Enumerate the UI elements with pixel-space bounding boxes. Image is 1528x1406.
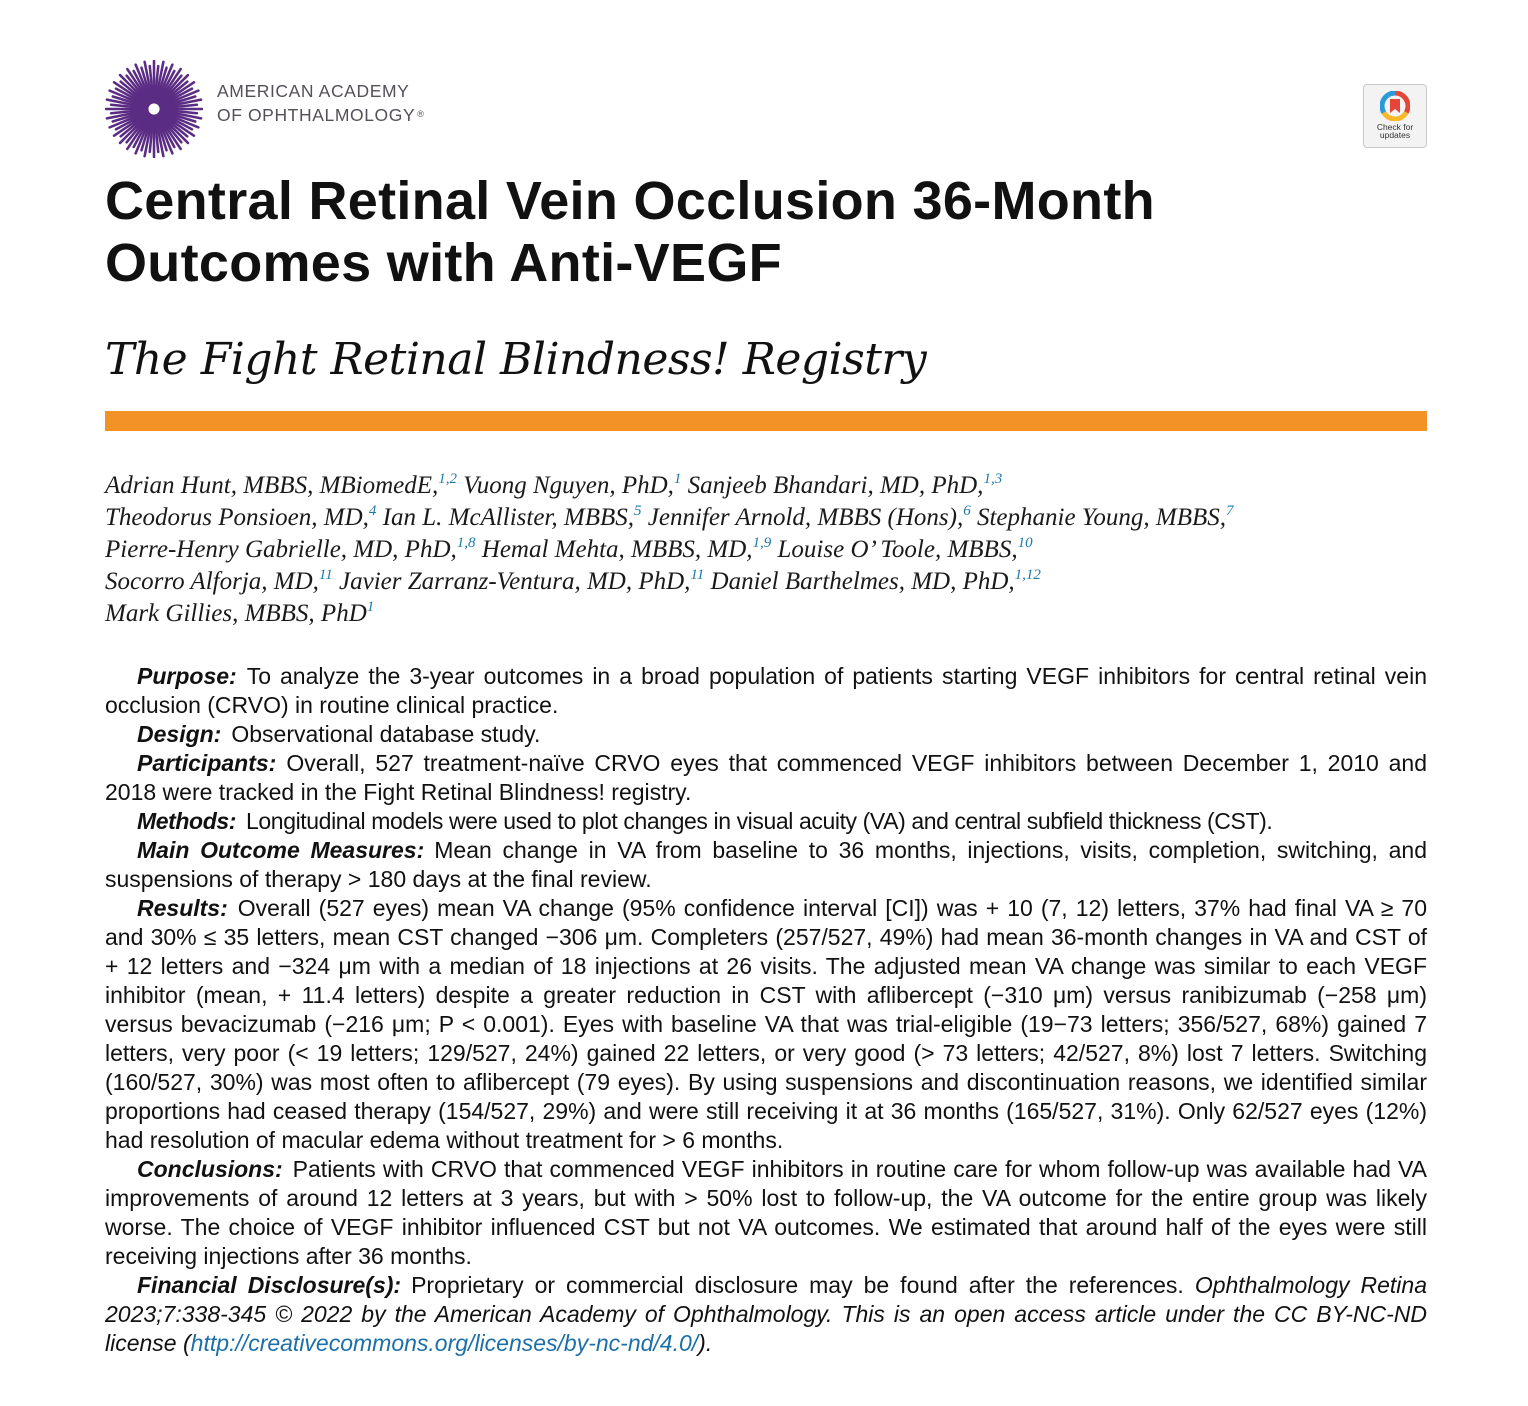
abstract-methods [105,807,1427,836]
article-subtitle: The Fight Retinal Blindness! Registry [105,334,927,385]
section-heading: Methods: [137,808,237,834]
author: Socorro Alforja, MD,$^{11}$ [105,567,333,595]
aao-starburst-logo-icon [105,60,203,158]
author: Hemal Mehta, MBBS, MD,$^{1,9}$ [481,535,772,563]
section-text: Mean change in VA from baseline to 36 months, injections, visits, completion, switching, and suspensions of therapy > 180 days at the final review. [105,837,1427,892]
affiliation-marker: 11 [318,567,333,583]
section-heading: Results: [137,895,228,921]
journal-citation: Ophthalmology Retina 2023;7:338-345 © 2022 by the American Academy of Ophthalmology. This is an open access article under the CC BY-NC-ND license ( [105,1272,1427,1356]
organization-name [217,80,424,127]
author: Stephanie Young, MBBS,$^7$ [976,503,1234,531]
section-heading: Purpose: [137,663,237,689]
author: Daniel Barthelmes, MD, PhD,$^{1,12}$ [710,567,1041,595]
citation-end: ). [698,1330,713,1356]
author-list [105,470,1435,630]
section-text: Overall, 527 treatment-naïve CRVO eyes that commenced VEGF inhibitors between December 1, 2010 and 2018 were tracked in the Fight Retinal Blindness! registry. [105,750,1427,805]
affiliation-marker: 6 [963,503,971,519]
abstract-financial [105,1271,1427,1358]
check-for-updates-icon [1380,91,1410,121]
affiliation-marker: 5 [634,503,642,519]
section-text: Observational database study. [231,721,541,747]
accent-divider [105,411,1427,431]
abstract-main-outcome [105,836,1427,894]
author: Mark Gillies, MBBS, PhD$^1$ [105,599,375,627]
affiliation-marker: 1 [673,471,682,487]
abstract-purpose [105,662,1427,720]
license-link[interactable]: http://creativecommons.org/licenses/by-nc-nd/4.0/ [190,1330,699,1356]
affiliation-marker: 1 [366,599,375,615]
section-heading: Financial Disclosure(s): [137,1272,402,1298]
abstract-design [105,720,1427,749]
section-text: Longitudinal models were used to plot changes in visual acuity (VA) and central subfield thickness (CST). [246,808,1273,834]
author: Vuong Nguyen, PhD,$^1$ [463,471,682,499]
article-title [105,170,1155,294]
title-line1: Central Retinal Vein Occlusion 36-Month [105,171,1155,231]
section-text: Overall (527 eyes) mean VA change (95% confidence interval [CI]) was + 10 (7, 12) letters, 37% had final VA ≥ 70 and 30% ≤ 35 letters, mean CST changed −306 μm. Completers (257/527, 49%) had mean 36-month changes in VA and CST of + 12 letters and −324 μm with a median of 18 injections at 26 visits. The adjusted mean VA change was similar to each VEGF inhibitor (mean, + 11.4 letters) despite a greater reduction in CST with aflibercept (−310 μm) versus ranibizumab (−258 μm) versus bevacizumab (−216 μm; P < 0.001). Eyes with baseline VA that was trial-eligible (19−73 letters; 356/527, 68%) gained 7 letters, very poor (< 19 letters; 129/527, 24%) gained 22 letters, or very good (> 73 letters; 42/527, 8%) lost 7 letters. Switching (160/527, 30%) was most often to aflibercept (79 eyes). By using suspensions and discontinuation reasons, we identified similar proportions had ceased therapy (154/527, 29%) and were still receiving it at 36 months (165/527, 31%). Only 62/527 eyes (12%) had resolution of macular edema without treatment for > 6 months. [105,895,1427,1153]
check-for-updates-button[interactable] [1363,84,1427,148]
affiliation-marker: 1,8 [456,535,476,551]
affiliation-marker: 1,9 [752,535,772,551]
section-text: Patients with CRVO that commenced VEGF inhibitors in routine care for whom follow-up was available had VA improvements of around 12 letters at 3 years, but with > 50% lost to follow-up, the VA outcome for the entire group was likely worse. The choice of VEGF inhibitor influenced CST but not VA outcomes. We estimated that around half of the eyes were still receiving injections after 36 months. [105,1156,1427,1269]
affiliation-marker: 7 [1226,503,1234,519]
section-text: To analyze the 3-year outcomes in a broad population of patients starting VEGF inhibitors for central retinal vein occlusion (CRVO) in routine clinical practice. [105,663,1427,718]
section-heading: Main Outcome Measures: [137,837,425,863]
org-name-line1: AMERICAN ACADEMY [217,81,410,101]
abstract-results [105,894,1427,1155]
affiliation-marker: 1,2 [438,471,458,487]
author: Ian L. McAllister, MBBS,$^5$ [382,503,642,531]
affiliation-marker: 1,12 [1014,567,1041,583]
author: Javier Zarranz-Ventura, MD, PhD,$^{11}$ [339,567,705,595]
author: Pierre-Henry Gabrielle, MD, PhD,$^{1,8}$ [105,535,476,563]
title-line2: Outcomes with Anti-VEGF [105,233,782,293]
section-text: Proprietary or commercial disclosure may be found after the references. [411,1272,1184,1298]
affiliation-marker: 1,3 [983,471,1003,487]
registered-mark: ® [417,109,425,119]
section-heading: Design: [137,721,222,747]
author: Jennifer Arnold, MBBS (Hons),$^6$ [647,503,971,531]
author: Sanjeeb Bhandari, MD, PhD,$^{1,3}$ [687,471,1003,499]
abstract-conclusions [105,1155,1427,1271]
author: Theodorus Ponsioen, MD,$^4$ [105,503,377,531]
affiliation-marker: 4 [368,503,377,519]
abstract [105,662,1427,1358]
affiliation-marker: 10 [1017,535,1033,551]
org-name-line2: OF OPHTHALMOLOGY ® [217,105,425,125]
affiliation-marker: 11 [690,567,705,583]
author: Louise O’ Toole, MBBS,$^{10}$ [777,535,1033,563]
section-heading: Participants: [137,750,277,776]
section-heading: Conclusions: [137,1156,283,1182]
abstract-participants [105,749,1427,807]
check-for-updates-label: Check for updates [1376,122,1414,140]
author: Adrian Hunt, MBBS, MBiomedE,$^{1,2}$ [105,471,458,499]
